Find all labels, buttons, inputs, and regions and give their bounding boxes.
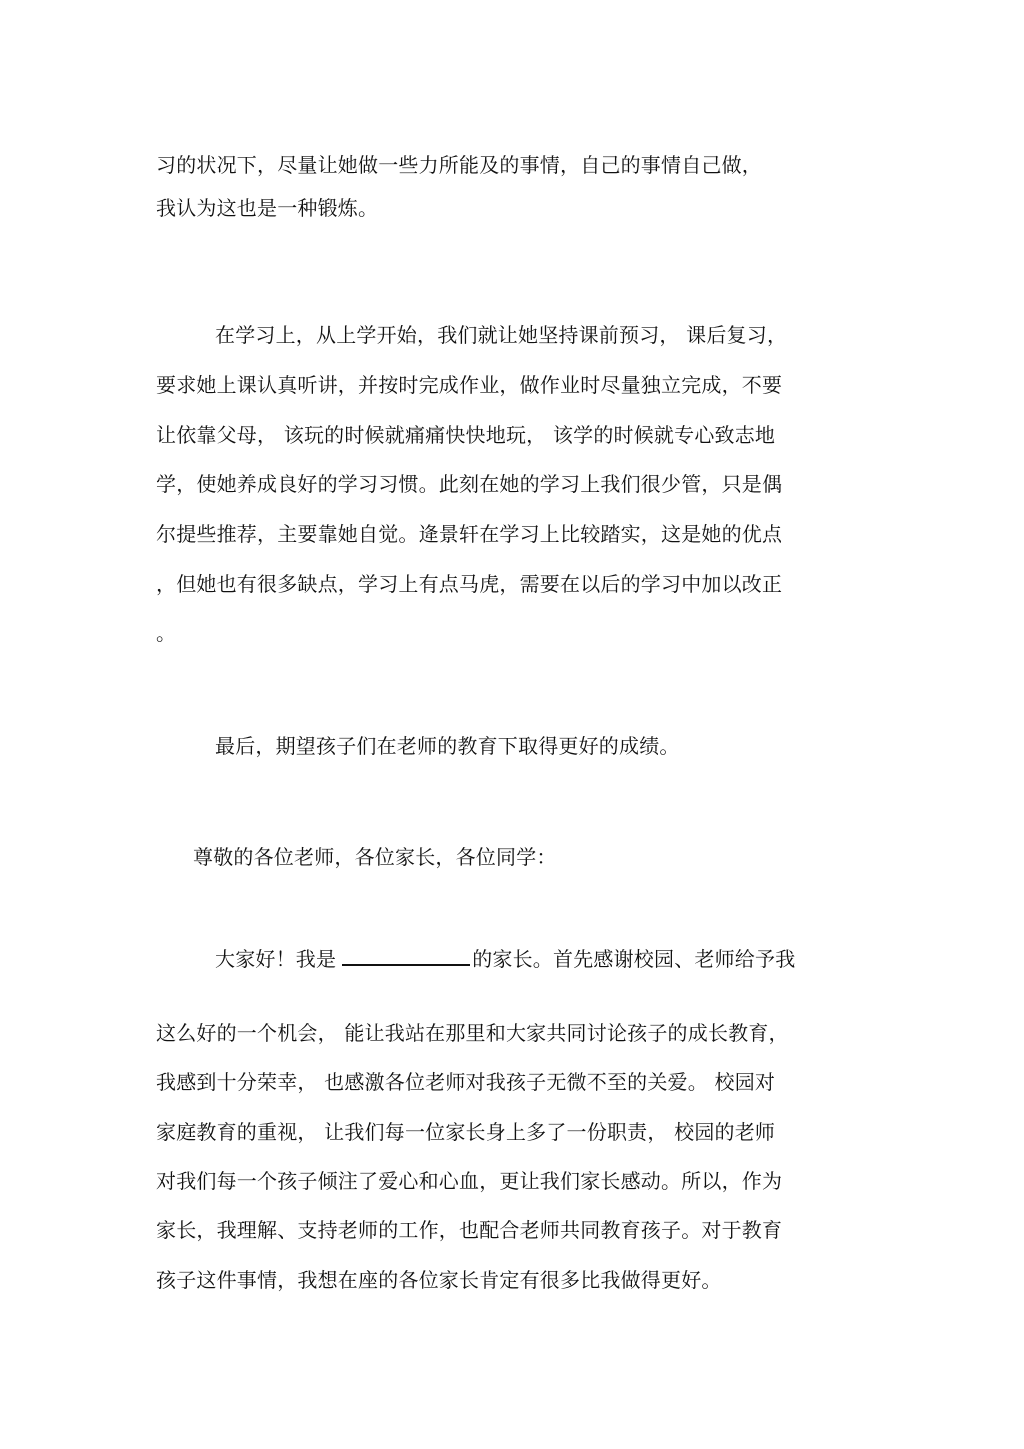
paragraph-line: 尔提些推荐，主要靠她自觉。逄景轩在学习上比较踏实，这是她的优点 [156, 522, 783, 546]
paragraph-line: 家长，我理解、支持老师的工作，也配合老师共同教育孩子。对于教育 [156, 1218, 783, 1242]
paragraph-line: 我认为这也是一种锻炼。 [156, 196, 379, 220]
fill-in-blank [342, 944, 470, 966]
intro-after-blank: 的家长。首先感谢校园、老师给予我 [472, 947, 796, 971]
paragraph-line: ，但她也有很多缺点，学习上有点马虎，需要在以后的学习中加以改正 [156, 572, 783, 596]
paragraph-line: 。 [156, 621, 177, 645]
paragraph-line: 要求她上课认真听讲，并按时完成作业，做作业时尽量独立完成，不要 [156, 373, 783, 397]
intro-before-blank: 大家好！我是 [215, 947, 337, 971]
paragraph-line: 这么好的一个机会， 能让我站在那里和大家共同讨论孩子的成长教育， [156, 1021, 789, 1045]
paragraph-line: 对我们每一个孩子倾注了爱心和心血，更让我们家长感动。所以，作为 [156, 1169, 783, 1193]
paragraph-line: 学，使她养成良好的学习习惯。此刻在她的学习上我们很少管，只是偶 [156, 472, 783, 496]
paragraph-line: 习的状况下，尽量让她做一些力所能及的事情，自己的事情自己做， [156, 153, 762, 177]
paragraph-line: 在学习上，从上学开始，我们就让她坚持课前预习， 课后复习， [215, 323, 788, 347]
paragraph-line: 我感到十分荣幸， 也感激各位老师对我孩子无微不至的关爱。 校园对 [156, 1070, 776, 1094]
paragraph-line: 让依靠父母， 该玩的时候就痛痛快快地玩， 该学的时候就专心致志地 [156, 423, 776, 447]
paragraph-line: 孩子这件事情，我想在座的各位家长肯定有很多比我做得更好。 [156, 1268, 722, 1292]
salutation: 尊敬的各位老师，各位家长，各位同学： [193, 845, 557, 869]
paragraph-line: 最后，期望孩子们在老师的教育下取得更好的成绩。 [215, 734, 680, 758]
intro-line [215, 944, 795, 973]
paragraph-line: 家庭教育的重视， 让我们每一位家长身上多了一份职责， 校园的老师 [156, 1120, 776, 1144]
